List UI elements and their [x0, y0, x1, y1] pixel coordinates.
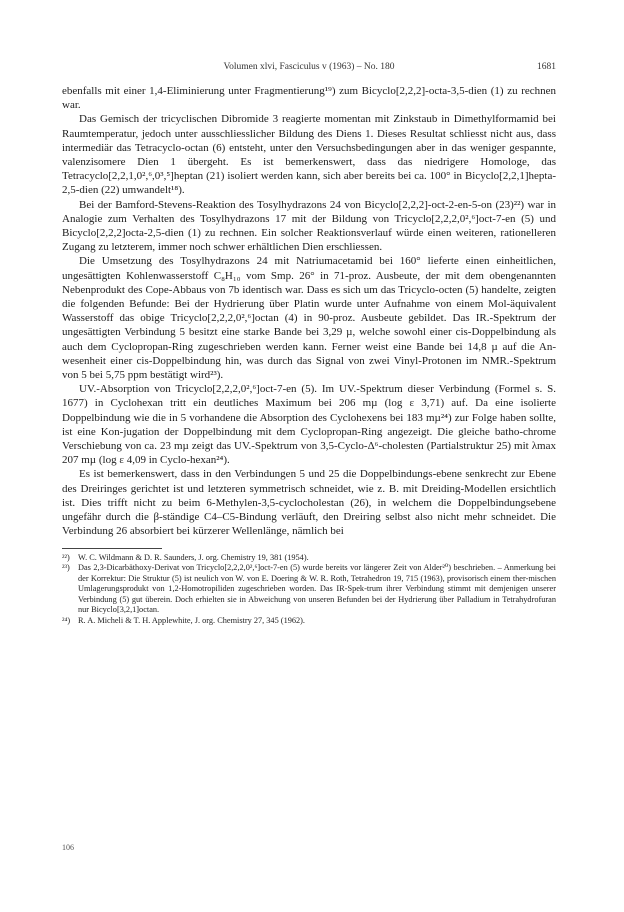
footnote: [62, 563, 556, 616]
footnote-text: W. C. Wildmann & D. R. Saunders, J. org. Chemistry 19, 381 (1954).: [78, 552, 309, 562]
paragraph: Die Umsetzung des Tosylhydrazons 24 mit Natriumacetamid bei 160° lieferte einen einheitlichen, ungesättigten Kohlenwasserstoff C₈H₁₀ vom Smp. 26° in 71-proz. Ausbeute, der mit dem obengenannten Nebenprodukt des Cope-Abbaus von 7b identisch war. Dass es sich um das Tricyclo-octen (5) handelte, zeigten die folgenden Befunde: Bei der Hydrierung über Platin wurde unter Aufnahme von einem Mol-äquivalent Wasserstoff das obige Tricyclo[2,2,2,0²,⁶]octan (4) in 90-proz. Ausbeute gebildet. Das IR.-Spektrum der ungesättigten Verbindung 5 besitzt eine starke Bande bei 3,29 µ, welche sowohl einer cis-Doppelbindung als auch dem Cyclopropan-Ring zugeschrieben werden kann. Ferner weist eine Bande bei 14,8 µ auf die An-wesenheit einer cis-Doppelbindung hin, was durch das Signal von zwei Vinyl-Protonen im NMR.-Spektrum von 5 bei 5,75 ppm bestätigt wird²³).: [62, 255, 556, 382]
journal-page: [62, 62, 556, 852]
footnote: [62, 616, 556, 627]
footnote-text: Das 2,3-Dicarbäthoxy-Derivat von Tricyclo[2,2,2,0²,⁶]oct-7-en (5) wurde bereits vor längerer Zeit von Alder²⁰) beschrieben. – Anmerkung bei der Korrektur: Die Struktur (5) ist neulich von W. von E. Doering & W. R. Roth, Tetrahedron 19, 715 (1963), provisorisch einem ther-mischen Umlagerungsprodukt von 1,2-Homotropiliden zugeschrieben worden. Das IR-Spek-trum ihrer Verbindung stimmt mit demjenigen unserer Verbindung (5) gut überein. Doch erhielten sie in Abweichung von unseren Befunden bei der Hydrierung über Palladium in Tetrahydrofuran nur Bicyclo[3,2,1]octan.: [78, 563, 556, 615]
footnote-mark: ²³): [62, 563, 70, 573]
body-text: [62, 84, 556, 539]
paragraph: Es ist bemerkenswert, dass in den Verbindungen 5 und 25 die Doppelbindungs-ebene senkrecht zur Ebene des Dreiringes gerichtet ist und letzteren symmetrisch schneidet, wie z. B. mit Dreiding-Modellen ersichtlich ist. Dies trifft nicht zu beim 6-Methylen-3,5-cyclocholestan (26), in welchem die Doppelbindungsebene ungefähr durch die β-ständige C4–C5-Bindung verläuft, den Dreiring selbst also nicht mehr schneidet. Die Verbindung 26 absorbiert bei kürzerer Wellenlänge, nämlich bei: [62, 468, 556, 538]
footnote-text: R. A. Micheli & T. H. Applewhite, J. org. Chemistry 27, 345 (1962).: [78, 616, 306, 626]
footnote-divider: [62, 548, 162, 549]
footnote: [62, 553, 556, 564]
paragraph: ebenfalls mit einer 1,4-Eliminierung unter Fragmentierung¹⁹) zum Bicyclo[2,2,2]-octa-3,5-dien (1) zu rechnen war.: [62, 85, 556, 112]
paragraph: UV.-Absorption von Tricyclo[2,2,2,0²,⁶]oct-7-en (5). Im UV.-Spektrum dieser Verbindung (Formel s. S. 1677) in Cyclohexan tritt ein deutliches Maximum bei 206 mµ (log ε 3,71) auf. Da eine isolierte Doppelbindung wie die in 5 vorhandene die Absorption des Cyclohexens bei 183 mµ²⁴) zur Folge haben sollte, ist eine Kon-jugation der Doppelbindung mit dem Cyclopropan-Ring angezeigt. Die gleiche batho-chrome Verschiebung von ca. 23 mµ zeigt das UV.-Spektrum von 3,5-Cyclo-Δ⁶-cholesten (Partialstruktur 25) mit λmax 207 mµ (log ε 4,09 in Cyclo-hexan²⁴).: [62, 383, 556, 467]
footnote-mark: ²⁴): [62, 616, 71, 626]
footnote-mark: ²²): [62, 552, 70, 562]
signature-mark: 106: [62, 843, 74, 852]
footnotes: [62, 553, 556, 627]
paragraph: Bei der Bamford-Stevens-Reaktion des Tosylhydrazons 24 von Bicyclo[2,2,2]-oct-2-en-5-on (23)²²) war in Analogie zum Verhalten des Tosylhydrazons 17 mit der Bildung von Tricyclo[2,2,2,0²,⁶]oct-7-en (5) und Bicyclo[2,2,2]octa-2,5-dien (1) zu rechnen. Ein solcher Reaktionsverlauf würde einen weiteren, rationelleren Zugang zu letzterem, immer noch schwer erhältlichen Dien erschliessen.: [62, 198, 556, 254]
running-header: [62, 62, 556, 80]
page-number: 1681: [537, 62, 556, 72]
paragraph: Das Gemisch der tricyclischen Dibromide 3 reagierte momentan mit Zinkstaub in Dimethylformamid bei Raumtemperatur, jedoch unter ausschliesslicher Bildung des Diens 1. Dieses Resultat schliesst nicht aus, dass intermediär das Tetracyclo-octan (6) entsteht, unter den Versuchsbedingungen aber in das weniger gespannte, valenzisomere Dien 1 übergeht. Es ist bemerkenswert, dass das niedrigere Homologe, das Tetracyclo[2,2,1,0²,⁶,0³,⁵]heptan (21) isoliert werden kann, sich aber bereits bei ca. 100° in Bicyclo[2,2,1]hepta-2,5-dien (22) umwandelt¹⁸).: [62, 113, 556, 197]
running-title: Volumen xlvi, Fasciculus v (1963) – No. 180: [223, 62, 395, 72]
